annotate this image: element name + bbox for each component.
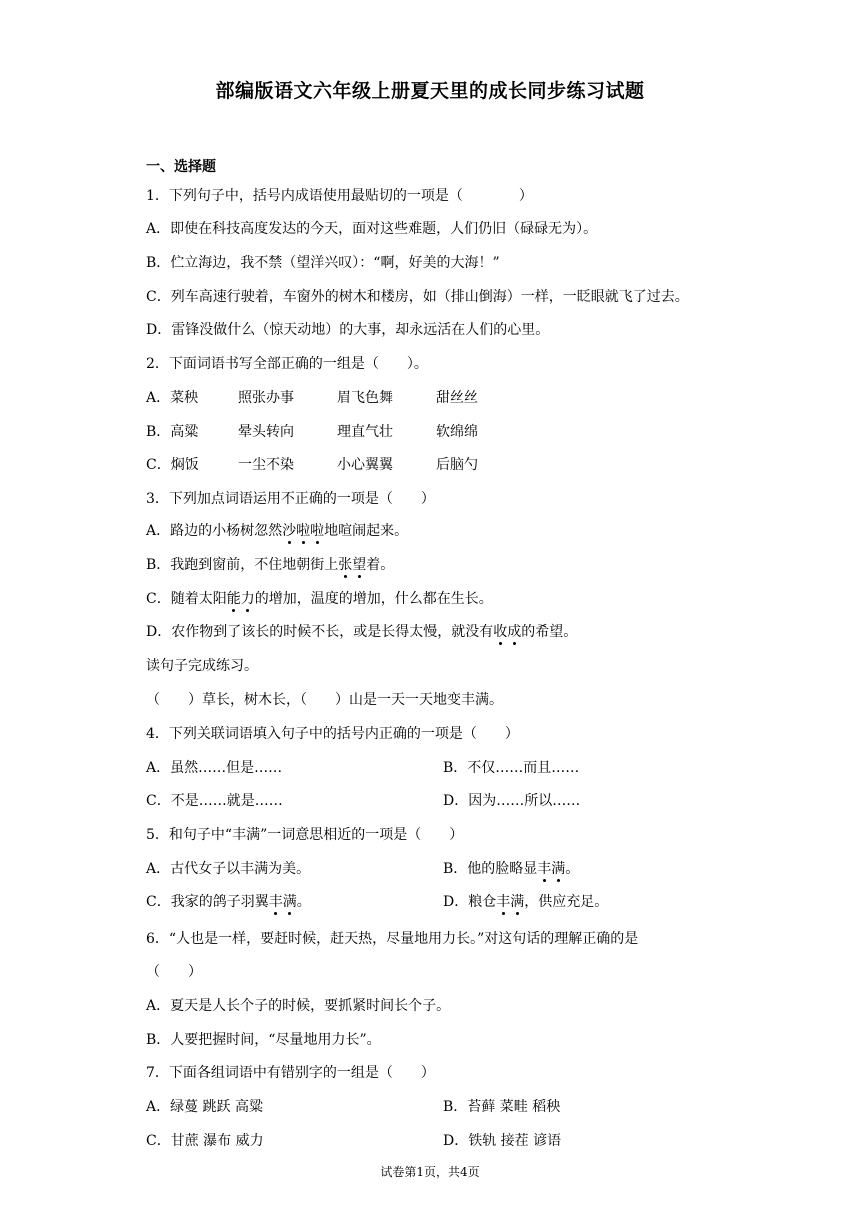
emphasis-dot-char: 丰 <box>268 894 283 910</box>
question-7-option-c: C．甘蔗 瀑布 威力 <box>146 1133 264 1149</box>
question-5-option-c <box>146 893 311 911</box>
emphasis-dot-char: 收 <box>493 624 508 640</box>
reading-sentence: （ ）草长，树木长，（ ）山是一天一天地变丰满。 <box>146 692 503 708</box>
option-text: D．粮仓 <box>443 894 497 910</box>
emphasis-dot-char: 丰 <box>537 861 552 877</box>
option-text: 着。 <box>366 557 395 573</box>
question-1-option-b: B．伫立海边，我不禁（望洋兴叹）：“啊，好美的大海！” <box>146 255 500 271</box>
emphasis-dot-char: 力 <box>240 591 255 607</box>
page-footer: 试卷第1页，共4页 <box>380 1165 480 1179</box>
reading-instruction: 读句子完成练习。 <box>146 658 258 674</box>
word: 后脑勺 <box>436 457 478 473</box>
question-6-stem: 6．“人也是一样，要赶时候，赶天热，尽量地用力长。”对这句话的理解正确的是 <box>146 931 639 947</box>
question-6-answer-paren: （ ） <box>146 964 202 980</box>
option-text: 。 <box>565 861 580 877</box>
option-text: D．农作物到了该长的时候不长，或是长得太慢，就没有 <box>146 624 494 640</box>
word: 软绵绵 <box>436 424 478 440</box>
question-5-option-b <box>443 860 579 878</box>
question-6-option-a: A．夏天是人长个子的时候，要抓紧时间长个子。 <box>146 998 451 1014</box>
emphasis-dot-char: 张 <box>338 557 353 573</box>
question-3-option-c <box>146 590 493 608</box>
question-7-stem: 7．下面各组词语中有错别字的一组是（ ） <box>146 1065 435 1081</box>
question-2-option-a <box>146 389 535 407</box>
option-text: A．路边的小杨树忽然 <box>146 523 283 539</box>
word: B．高粱 <box>146 424 199 440</box>
dotted-word <box>227 591 255 607</box>
word: 晕头转向 <box>238 424 294 440</box>
question-1-option-a: A．即使在科技高度发达的今天，面对这些难题，人们仍旧（碌碌无为）。 <box>146 221 598 237</box>
question-6-option-b: B．人要把握时间，“尽量地用力长”。 <box>146 1032 381 1048</box>
option-text: 的希望。 <box>521 624 578 640</box>
emphasis-dot-char: 丰 <box>496 894 511 910</box>
dotted-word <box>496 894 524 910</box>
question-4-option-d: D．因为……所以…… <box>443 793 581 809</box>
word: C．焖饭 <box>146 457 199 473</box>
emphasis-dot-char: 满 <box>551 861 566 877</box>
option-text: B．我跑到窗前，不住地朝街上 <box>146 557 339 573</box>
emphasis-dot-char: 望 <box>352 557 367 573</box>
dotted-word <box>537 861 565 877</box>
option-text: C．我家的鸽子羽翼 <box>146 894 269 910</box>
emphasis-dot-char: 成 <box>507 624 522 640</box>
question-3-option-d <box>146 623 577 641</box>
emphasis-dot-char: 啦 <box>296 523 311 539</box>
question-5-option-d <box>443 893 608 911</box>
dotted-word <box>282 523 324 539</box>
question-3-stem: 3．下列加点词语运用不正确的一项是（ ） <box>146 491 435 507</box>
question-1-option-d: D．雷锋没做什么（惊天动地）的大事，却永远活在人们的心里。 <box>146 322 550 338</box>
question-4-stem: 4．下列关联词语填入句子中的括号内正确的一项是（ ） <box>146 726 519 742</box>
option-text: B．他的脸略显 <box>443 861 538 877</box>
dotted-word <box>269 894 297 910</box>
question-4-option-c: C．不是……就是…… <box>146 793 283 809</box>
question-2-stem: 2．下面词语书写全部正确的一组是（ ）。 <box>146 356 428 372</box>
question-1-option-c: C．列车高速行驶着，车窗外的树木和楼房，如（排山倒海）一样，一眨眼就飞了过去。 <box>146 289 689 305</box>
question-2-option-c <box>146 456 535 474</box>
option-text: 。 <box>296 894 311 910</box>
word: 小心翼翼 <box>337 457 393 473</box>
page-title: 部编版语文六年级上册夏天里的成长同步练习试题 <box>215 80 645 102</box>
question-7-option-b: B．苔藓 菜畦 稻秧 <box>443 1099 561 1115</box>
section-heading: 一、选择题 <box>146 159 216 175</box>
question-5-stem: 5．和句子中“丰满”一词意思相近的一项是（ ） <box>146 827 464 843</box>
word: 一尘不染 <box>238 457 294 473</box>
word: 眉飞色舞 <box>337 390 393 406</box>
question-3-option-b <box>146 556 394 574</box>
question-3-option-a <box>146 522 408 540</box>
question-4-option-a: A．虽然……但是…… <box>146 760 283 776</box>
question-7-option-d: D．铁轨 接茬 谚语 <box>443 1133 562 1149</box>
option-text: C．随着太阳 <box>146 591 227 607</box>
question-7-option-a: A．绿蔓 跳跃 高粱 <box>146 1099 264 1115</box>
word: 甜丝丝 <box>436 390 478 406</box>
word: 照张办事 <box>238 390 294 406</box>
option-text: 的增加，温度的增加，什么都在生长。 <box>254 591 493 607</box>
question-5-option-a: A．古代女子以丰满为美。 <box>146 861 311 877</box>
emphasis-dot-char: 能 <box>226 591 241 607</box>
emphasis-dot-char: 沙 <box>282 523 297 539</box>
word: A．菜秧 <box>146 390 199 406</box>
emphasis-dot-char: 啦 <box>310 523 325 539</box>
emphasis-dot-char: 满 <box>282 894 297 910</box>
emphasis-dot-char: 满 <box>510 894 525 910</box>
question-4-option-b: B．不仅……而且…… <box>443 760 580 776</box>
question-1-stem: 1．下列句子中，括号内成语使用最贴切的一项是（ ） <box>146 188 533 204</box>
question-2-option-b <box>146 423 535 441</box>
dotted-word <box>338 557 366 573</box>
option-text: ，供应充足。 <box>524 894 609 910</box>
word: 理直气壮 <box>337 424 393 440</box>
dotted-word <box>493 624 521 640</box>
option-text: 地喧闹起来。 <box>324 523 409 539</box>
